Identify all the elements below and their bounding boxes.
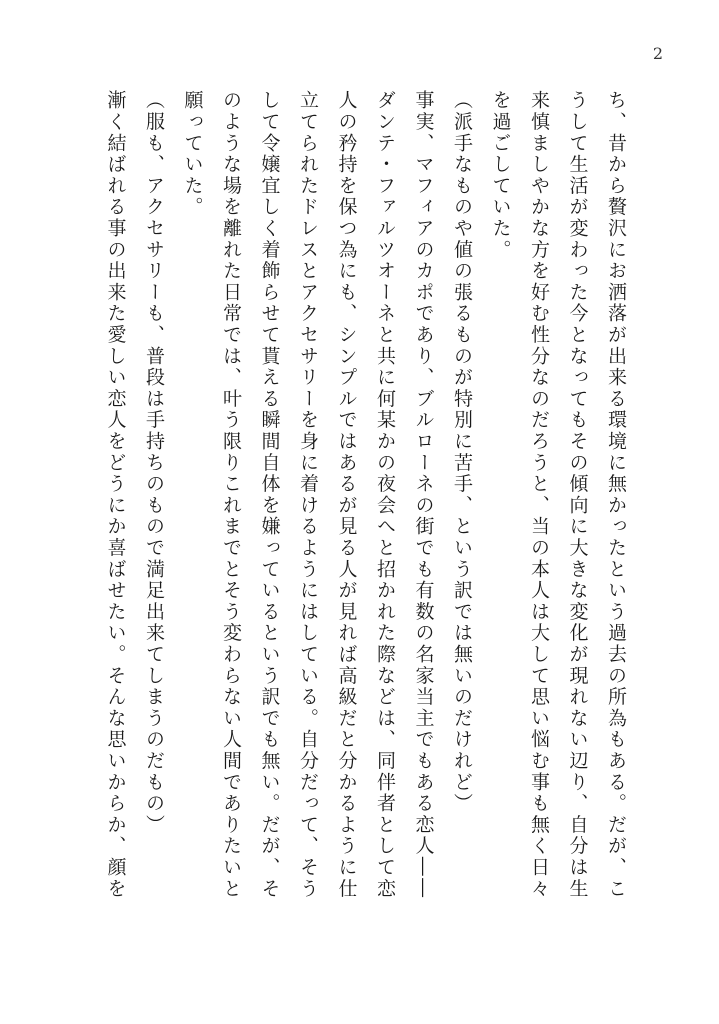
- text-line-10: して令嬢宜しく着飾らせて貰える瞬間自体を嫌っているという訳でも無い。だが、そ: [258, 90, 281, 900]
- text-line-13: （服も、アクセサリーも、普段は手持ちのもので満足出来てしまうのだもの）: [143, 90, 165, 836]
- text-line-1: ち、昔から贅沢にお洒落が出来る環境に無かったという過去の所為もある。だが、こ: [605, 90, 627, 900]
- text-line-6: 事実、マフィアのカポであり、ブルローネの街でも有数の名家当主でもある恋人――: [412, 90, 435, 900]
- text-line-12: 願っていた。: [181, 90, 204, 218]
- text-line-5: （派手なものや値の張るものが特別に苦手、という訳では無いのだけれど）: [451, 90, 473, 815]
- text-line-8: 人の矜持を保つ為にも、シンプルではあるが見る人が見れば高級だと分かるように仕: [335, 90, 358, 900]
- text-line-2: うして生活が変わった今となってもその傾向に大きな変化が現れない辺り、自分は生: [566, 90, 589, 900]
- text-line-9: 立てられたドレスとアクセサリーを身に着けるようにはしている。自分だって、そう: [297, 90, 319, 900]
- vertical-text-body: [96, 90, 635, 970]
- text-line-3: 来慎ましやかな方を好む性分なのだろうと、当の本人は大して思い悩む事も無く日々: [528, 90, 550, 900]
- text-line-14: 漸く結ばれる事の出来た愛しい恋人をどうにか喜ばせたい。そんな思いからか、顔を: [104, 90, 127, 900]
- text-line-11: のような場を離れた日常では、叶う限りこれまでとそう変わらない人間でありたいと: [220, 90, 242, 900]
- text-line-4: を過ごしていた。: [489, 90, 512, 261]
- page-number: 2: [652, 44, 663, 63]
- text-line-7: ダンテ・ファルツオーネと共に何某かの夜会へと招かれた際などは、同伴者として恋: [374, 90, 396, 900]
